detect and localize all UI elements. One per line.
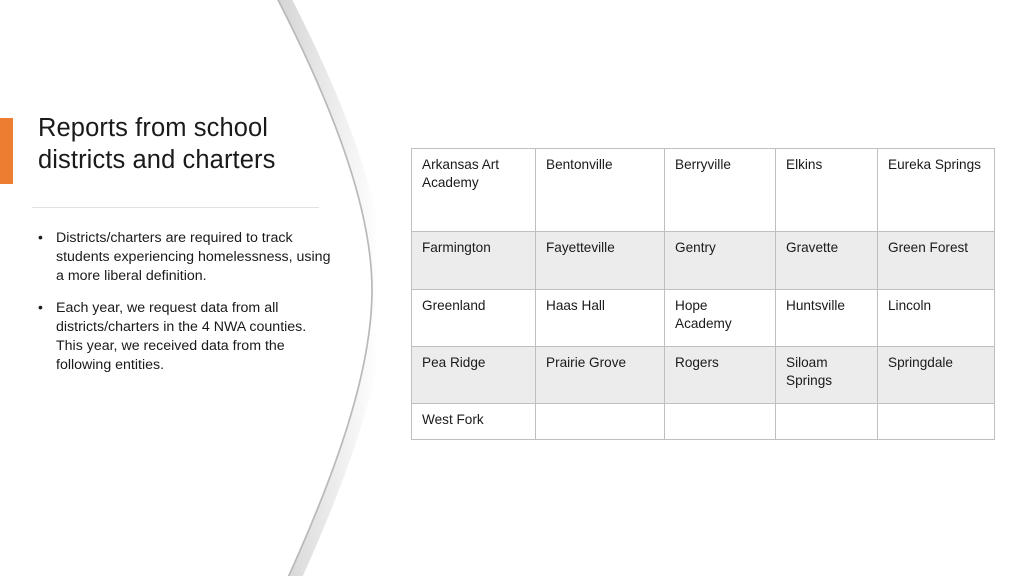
table-cell: Elkins — [776, 149, 878, 232]
table-cell: West Fork — [412, 404, 536, 440]
table-cell: Fayetteville — [536, 232, 665, 290]
table-cell: Arkansas Art Academy — [412, 149, 536, 232]
table-cell: Springdale — [878, 347, 995, 404]
table-cell: Siloam Springs — [776, 347, 878, 404]
table-cell — [536, 404, 665, 440]
table-cell: Eureka Springs — [878, 149, 995, 232]
table-cell: Bentonville — [536, 149, 665, 232]
table-cell — [665, 404, 776, 440]
bullet-text: Districts/charters are required to track students experiencing homelessness, using a more liberal definition. — [56, 230, 335, 284]
bullet-item — [32, 229, 335, 285]
page-title: Reports from school districts and charters — [38, 114, 276, 174]
title-divider — [32, 207, 319, 208]
table-row — [412, 347, 995, 404]
table-cell: Huntsville — [776, 290, 878, 347]
bullet-marker-icon: • — [38, 299, 43, 316]
table-row — [412, 290, 995, 347]
table-cell: Haas Hall — [536, 290, 665, 347]
table-cell: Berryville — [665, 149, 776, 232]
table-cell: Hope Academy — [665, 290, 776, 347]
table-row — [412, 404, 995, 440]
table-row — [412, 232, 995, 290]
table-row — [412, 149, 995, 232]
table-cell: Green Forest — [878, 232, 995, 290]
table-cell: Rogers — [665, 347, 776, 404]
bullet-text: Each year, we request data from all districts/charters in the 4 NWA counties. This year, we received data from the following entities. — [56, 300, 314, 373]
table-cell: Lincoln — [878, 290, 995, 347]
table-cell: Gravette — [776, 232, 878, 290]
bullet-marker-icon: • — [38, 229, 43, 245]
table-cell — [878, 404, 995, 440]
table-cell: Pea Ridge — [412, 347, 536, 404]
table-cell: Farmington — [412, 232, 536, 290]
table-cell: Greenland — [412, 290, 536, 347]
bullet-list — [32, 229, 335, 375]
districts-and-charters-table — [411, 148, 995, 440]
title-accent-bar — [0, 118, 13, 184]
bullet-item — [32, 299, 332, 374]
table-cell: Gentry — [665, 232, 776, 290]
table-cell: Prairie Grove — [536, 347, 665, 404]
table-cell — [776, 404, 878, 440]
